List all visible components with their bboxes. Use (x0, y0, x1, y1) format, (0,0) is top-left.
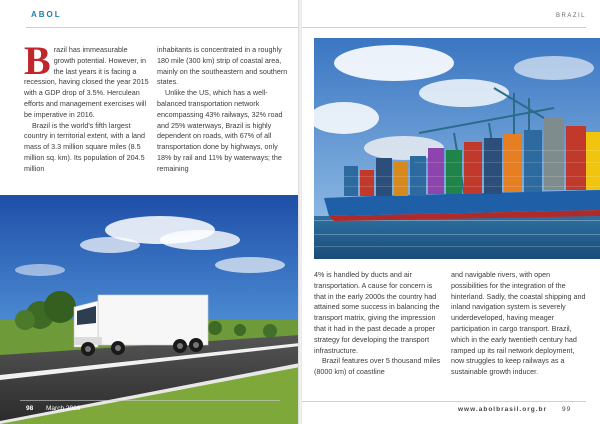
section-title: BRAZIL (555, 13, 586, 19)
truck-highway-photo (0, 195, 300, 424)
paragraph: razil has immeasurable growth potential. However, in the last years it is facing a recession, having closed the year 2015 with a GDP drop of 3.5%. Herculean efforts and management exercises will be imperative in 2016. (24, 45, 149, 119)
paragraph: 4% is handled by ducts and air transportation. A cause for concern is that in the early 2000s the country had attained some success in balancing the transport matrix, giving the impression that it had in the past decade a proper strategy for developing the transport infrastructure. (314, 270, 440, 355)
paragraph: Unlike the US, which has a well-balanced transportation network encompassing 43% railways, 32% road and 25% waterways, Brazil is highly dependent on roads, with 67% of all transportation done by highways, only 18% by rail and 11% by waterways; the remaining (157, 88, 283, 173)
header-rule (300, 27, 586, 28)
truck-photo-illustration (0, 195, 300, 424)
paragraph: and navigable rivers, with open possibilities for the integration of the hinterland. Sadly, the coastal shipping and inland navigation system is severely underdeveloped, having meager participation in cargo transport. Brazil, which in the early twentieth century had ramped up its rail network deployment, now struggles to keep railways as a sustainable growth inducer. (451, 270, 586, 377)
article-column-4 (451, 270, 586, 378)
brand-logo: ABOL (31, 10, 62, 19)
container-ship-photo (314, 38, 600, 259)
footer-rule (300, 401, 586, 402)
header-rule (26, 27, 300, 28)
article-column-3 (314, 270, 442, 378)
page-gutter (298, 0, 302, 424)
website-url[interactable]: www.abolbrasil.org.br (458, 406, 548, 413)
paragraph: Brazil is the world's fifth largest country in territorial extent, with a land mass of 3.3 million square miles (8.5 million sq. km). Its population of 204.5 million (24, 120, 146, 173)
right-page (300, 0, 600, 424)
page-number-right: 99 (562, 406, 572, 413)
ship-photo-illustration (314, 38, 600, 259)
paragraph: Brazil features over 5 thousand miles (8000 km) of coastline (314, 356, 441, 377)
article-column-1 (24, 38, 150, 175)
page-number-left: 98 (26, 405, 34, 412)
article-column-2 (157, 45, 288, 175)
paragraph: inhabitants is concentrated in a roughly 180 mile (300 km) strip of coastal area, mainly on the southeastern and southern states. (157, 45, 288, 87)
drop-cap: B (24, 38, 51, 83)
issue-date: March 2016 (46, 405, 81, 412)
